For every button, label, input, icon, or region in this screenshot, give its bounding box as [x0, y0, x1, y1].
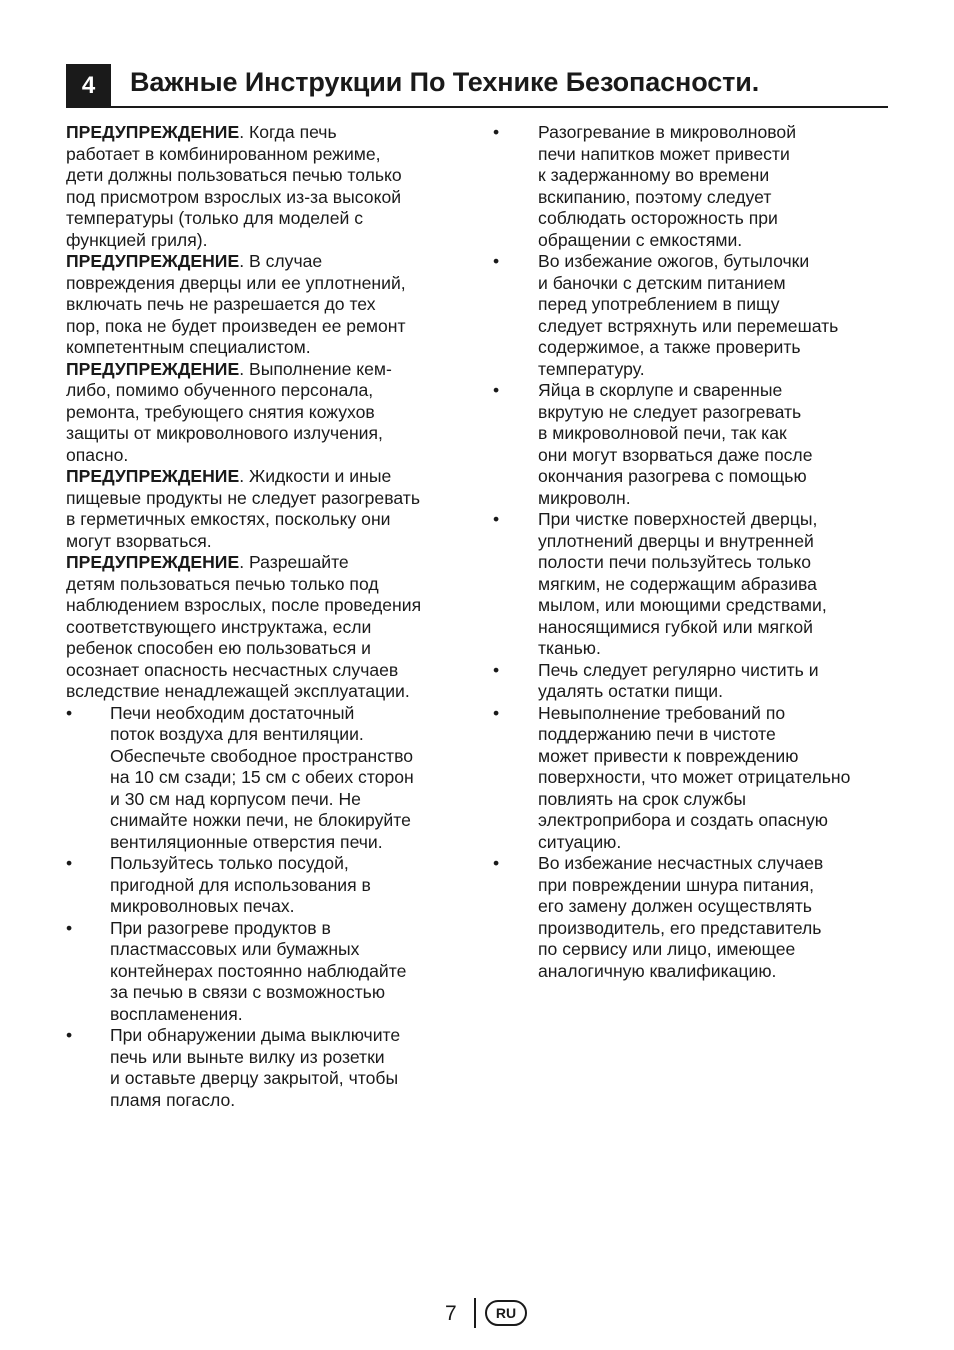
text-line: вследствие ненадлежащей эксплуатации. — [66, 681, 410, 701]
list-item — [493, 122, 893, 251]
text-line: Яйца в скорлупе и сваренные — [538, 380, 783, 400]
text-line: вкрутую не следует разогревать — [538, 401, 802, 422]
text-line: ремонта, требующего снятия кожухов — [66, 401, 375, 422]
warning-text: . Разрешайте — [239, 552, 349, 572]
text-line: включать печь не разрешается до тех — [66, 294, 376, 314]
text-line — [66, 251, 466, 273]
text-line: тканью. — [538, 638, 601, 658]
warning-label: ПРЕДУПРЕЖДЕНИЕ — [66, 358, 240, 379]
bullet-icon: • — [66, 917, 73, 938]
text-line: вентиляционные отверстия печи. — [110, 831, 383, 852]
text-line: и баночки с детским питанием — [538, 272, 786, 293]
text-line: в герметичных емкостях, поскольку они — [66, 509, 391, 529]
list-item — [66, 853, 466, 918]
text-line: печь или выньте вилку из розетки — [110, 1046, 385, 1067]
text-line: поверхности, что может отрицательно — [538, 767, 851, 787]
text-line: опасно. — [66, 444, 129, 465]
text-line — [66, 122, 466, 144]
text-line: Невыполнение требований по — [538, 702, 786, 723]
text-line: и 30 см над корпусом печи. Не — [110, 788, 361, 809]
text-line: печи напитков может привести — [538, 143, 790, 164]
text-line — [66, 359, 466, 381]
bullet-icon: • — [66, 702, 73, 723]
bullet-icon: • — [66, 853, 73, 873]
language-badge: RU — [485, 1300, 527, 1326]
list-item — [493, 853, 893, 982]
text-line: могут взорваться. — [66, 530, 212, 551]
text-line: и оставьте дверцу закрытой, чтобы — [110, 1068, 399, 1088]
text-line: Печь следует регулярно чистить и — [538, 659, 819, 680]
text-line: повреждения дверцы или ее уплотнений, — [66, 272, 406, 293]
text-line: пластмассовых или бумажных — [110, 939, 360, 959]
text-line: компетентным специалистом. — [66, 337, 311, 357]
text-line: температуры (только для моделей с — [66, 208, 363, 228]
text-line: Пользуйтесь только посудой, — [110, 853, 349, 873]
list-item — [66, 703, 466, 854]
warning-label: ПРЕДУПРЕЖДЕНИЕ — [66, 122, 240, 142]
list-item — [66, 918, 466, 1026]
text-line: Во избежание ожогов, бутылочки — [538, 251, 810, 271]
text-line: к задержанному во времени — [538, 165, 770, 185]
text-line — [66, 466, 466, 488]
text-line: поток воздуха для вентиляции. — [110, 724, 364, 744]
text-line: функцией гриля). — [66, 229, 208, 250]
list-item — [493, 251, 893, 380]
text-line — [66, 552, 466, 574]
text-line: осознает опасность несчастных случаев — [66, 659, 399, 680]
text-line: Разогревание в микроволновой — [538, 122, 797, 142]
text-line: аналогичную квалификацию. — [538, 960, 777, 981]
warning-paragraph — [66, 251, 466, 359]
text-line: по сервису или лицо, имеющее — [538, 939, 796, 959]
list-item — [66, 1025, 466, 1111]
text-line: либо, помимо обученного персонала, — [66, 380, 374, 400]
text-line: повлиять на срок службы — [538, 788, 747, 809]
text-line: контейнерах постоянно наблюдайте — [110, 960, 407, 981]
bullet-icon: • — [493, 251, 500, 271]
text-line: пор, пока не будет произведен ее ремонт — [66, 315, 406, 336]
text-line: в микроволновой печи, так как — [538, 423, 787, 443]
text-line: защиты от микроволнового излучения, — [66, 423, 383, 443]
text-line: обращении с емкостями. — [538, 229, 743, 250]
text-line: микроволновых печах. — [110, 896, 295, 916]
text-line: Во избежание несчастных случаев — [538, 853, 824, 873]
section-header — [66, 64, 888, 108]
text-line: за печью в связи с возможностью — [110, 982, 386, 1002]
warning-label: ПРЕДУПРЕЖДЕНИЕ — [66, 251, 240, 271]
bullet-icon: • — [493, 122, 500, 142]
list-item — [493, 660, 893, 703]
bullet-icon: • — [66, 1025, 73, 1045]
text-line: содержимое, а также проверить — [538, 337, 801, 357]
list-item — [493, 380, 893, 509]
text-line: пригодной для использования в — [110, 874, 371, 895]
warning-label: ПРЕДУПРЕЖДЕНИЕ — [66, 552, 240, 572]
warning-paragraph — [66, 122, 466, 251]
text-line: Обеспечьте свободное пространство — [110, 745, 414, 766]
text-line: поддержанию печи в чистоте — [538, 724, 776, 744]
header-rule — [111, 106, 888, 108]
left-bullet-list — [66, 703, 466, 1112]
section-number: 4 — [81, 72, 96, 99]
warning-text: . Жидкости и иные — [239, 466, 392, 486]
page-number: 7 — [445, 1302, 457, 1325]
section-title: Важные Инструкции По Технике Безопасности. — [130, 67, 760, 97]
footer-divider — [474, 1298, 476, 1328]
text-line: микроволн. — [538, 487, 631, 508]
bullet-icon: • — [493, 702, 500, 723]
right-column — [493, 122, 893, 982]
warnings-list — [66, 122, 466, 703]
warning-label: ПРЕДУПРЕЖДЕНИЕ — [66, 466, 240, 486]
text-line: окончания разогрева с помощью — [538, 466, 807, 486]
text-line: детям пользоваться печью только под — [66, 573, 379, 594]
bullet-icon: • — [493, 659, 500, 680]
text-line: может привести к повреждению — [538, 745, 799, 766]
text-line: вскипанию, поэтому следует — [538, 186, 772, 207]
list-item — [493, 509, 893, 660]
text-line: дети должны пользоваться печью только — [66, 165, 402, 185]
warning-paragraph — [66, 466, 466, 552]
text-line: при повреждении шнура питания, — [538, 874, 814, 895]
text-line: полости печи пользуйтесь только — [538, 552, 812, 572]
text-line: мягким, не содержащим абразива — [538, 573, 817, 594]
page-footer — [0, 1296, 954, 1332]
warning-text: . Когда печь — [239, 122, 337, 142]
text-line: производитель, его представитель — [538, 917, 822, 938]
text-line: соблюдать осторожность при — [538, 208, 778, 228]
warning-text: . Выполнение кем- — [239, 358, 392, 379]
warning-text: . В случае — [239, 251, 323, 271]
text-line: пламя погасло. — [110, 1089, 236, 1110]
right-bullet-list — [493, 122, 893, 982]
text-line: При чистке поверхностей дверцы, — [538, 509, 818, 529]
text-line: на 10 см сзади; 15 см с обеих сторон — [110, 767, 414, 787]
text-line: соответствующего инструктажа, если — [66, 616, 372, 637]
text-line: При обнаружении дыма выключите — [110, 1025, 401, 1045]
text-line: Печи необходим достаточный — [110, 702, 355, 723]
text-line: температуру. — [538, 358, 645, 379]
text-line: перед употреблением в пищу — [538, 294, 780, 314]
text-line: наносящимися губкой или мягкой — [538, 616, 814, 637]
text-line: снимайте ножки печи, не блокируйте — [110, 810, 411, 830]
text-line: следует встряхнуть или перемешать — [538, 315, 839, 336]
bullet-icon: • — [493, 380, 500, 400]
text-line: наблюдением взрослых, после проведения — [66, 595, 422, 615]
warning-paragraph — [66, 552, 466, 703]
list-item — [493, 703, 893, 854]
text-line: пищевые продукты не следует разогревать — [66, 487, 420, 508]
text-line: электроприбора и создать опасную — [538, 810, 828, 830]
warning-paragraph — [66, 359, 466, 467]
bullet-icon: • — [493, 853, 500, 873]
bullet-icon: • — [493, 509, 500, 529]
text-line: под присмотром взрослых из-за высокой — [66, 186, 402, 207]
text-line: ситуацию. — [538, 831, 622, 852]
text-line: воспламенения. — [110, 1003, 243, 1024]
text-line: уплотнений дверцы и внутренней — [538, 530, 814, 551]
text-line: При разогреве продуктов в — [110, 917, 331, 938]
text-line: работает в комбинированном режиме, — [66, 143, 381, 164]
section-number-badge — [66, 64, 111, 108]
text-line: мылом, или моющими средствами, — [538, 595, 827, 615]
text-line: его замену должен осуществлять — [538, 896, 812, 916]
left-column — [66, 122, 466, 1111]
text-line: ребенок способен ею пользоваться и — [66, 638, 371, 658]
text-line: они могут взорваться даже после — [538, 444, 813, 465]
text-line: удалять остатки пищи. — [538, 681, 724, 701]
